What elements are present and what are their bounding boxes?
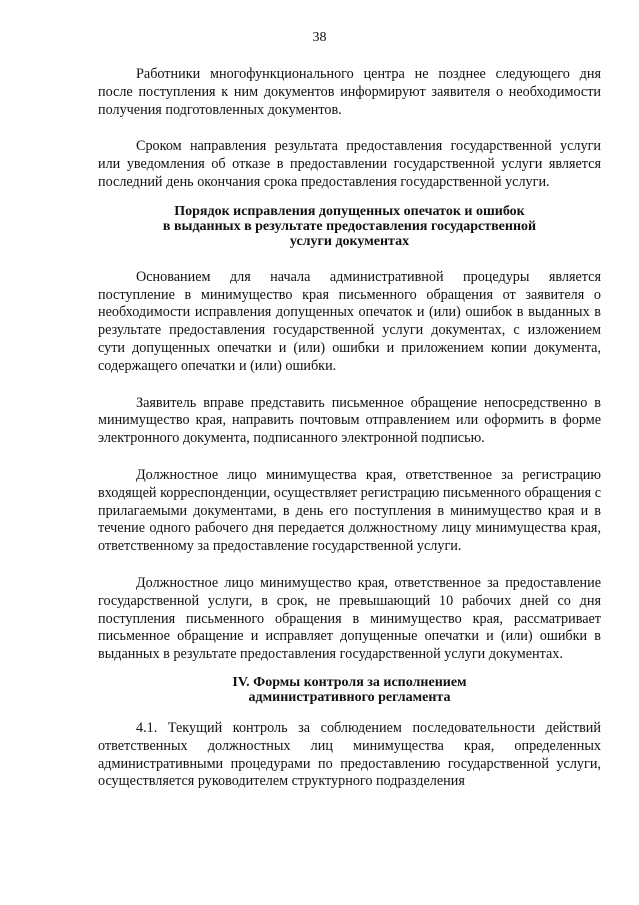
paragraph-result-deadline: Сроком направления результата предоставления государственной услуги или уведомления об отказе в предоставлении государственной услуги является последний день окончания срока предоставления государственной услуги. <box>98 138 601 190</box>
heading-line: в выданных в результате предоставления государственной <box>162 218 537 234</box>
heading-line: Порядок исправления допущенных опечаток и ошибок <box>174 203 525 219</box>
paragraph-procedure-basis: Основанием для начала административной процедуры является поступление в минимущество края письменного обращения от заявителя о необходимости исправления допущенных опечаток и (или) ошибок в выданных в результате предоставления государственной услуги документах, с изложением сути допущенных опечатки и (или) ошибки и приложением копии документа, содержащего опечатки и (или) ошибки. <box>98 268 601 374</box>
paragraph-current-control: 4.1. Текущий контроль за соблюдением последовательности действий ответственных должностных лиц минимущества края, определенных административными процедурами по предоставлению государственной услуги, осуществляется руководителем структурного подразделения <box>98 719 601 790</box>
heading-line: IV. Формы контроля за исполнением <box>232 674 467 690</box>
paragraph-registration: Должностное лицо минимущества края, ответственное за регистрацию входящей корреспонденции, осуществляет регистрацию письменного обращения с прилагаемыми документами, в день его поступления в минимущество края и в течение одного рабочего дня передается должностному лицу минимущества края, ответственному за предоставление государственной услуги. <box>98 466 601 555</box>
paragraph-correction-term: Должностное лицо минимущество края, ответственное за предоставление государственной услуги, в срок, не превышающий 10 рабочих дней со дня поступления письменного обращения в минимущество края, рассматривает письменное обращение и исправляет допущенные опечатки и (или) ошибки в выданных в результате предоставления государственной услуги документах. <box>98 574 601 663</box>
heading-line: административного регламента <box>248 689 451 705</box>
paragraph-submission-methods: Заявитель вправе представить письменное обращение непосредственно в минимущество края, направить почтовым отправлением или оформить в форме электронного документа, подписанного электронной подписью. <box>98 394 601 447</box>
page-number: 38 <box>312 30 327 45</box>
document-body <box>98 66 601 791</box>
section-heading-corrections <box>98 204 601 249</box>
paragraph-mfc-notification: Работники многофункционального центра не позднее следующего дня после поступления к ним документов информируют заявителя о необходимости получения подготовленных документов. <box>98 66 601 118</box>
heading-line: услуги документах <box>289 233 410 249</box>
section-heading-control <box>98 675 601 705</box>
